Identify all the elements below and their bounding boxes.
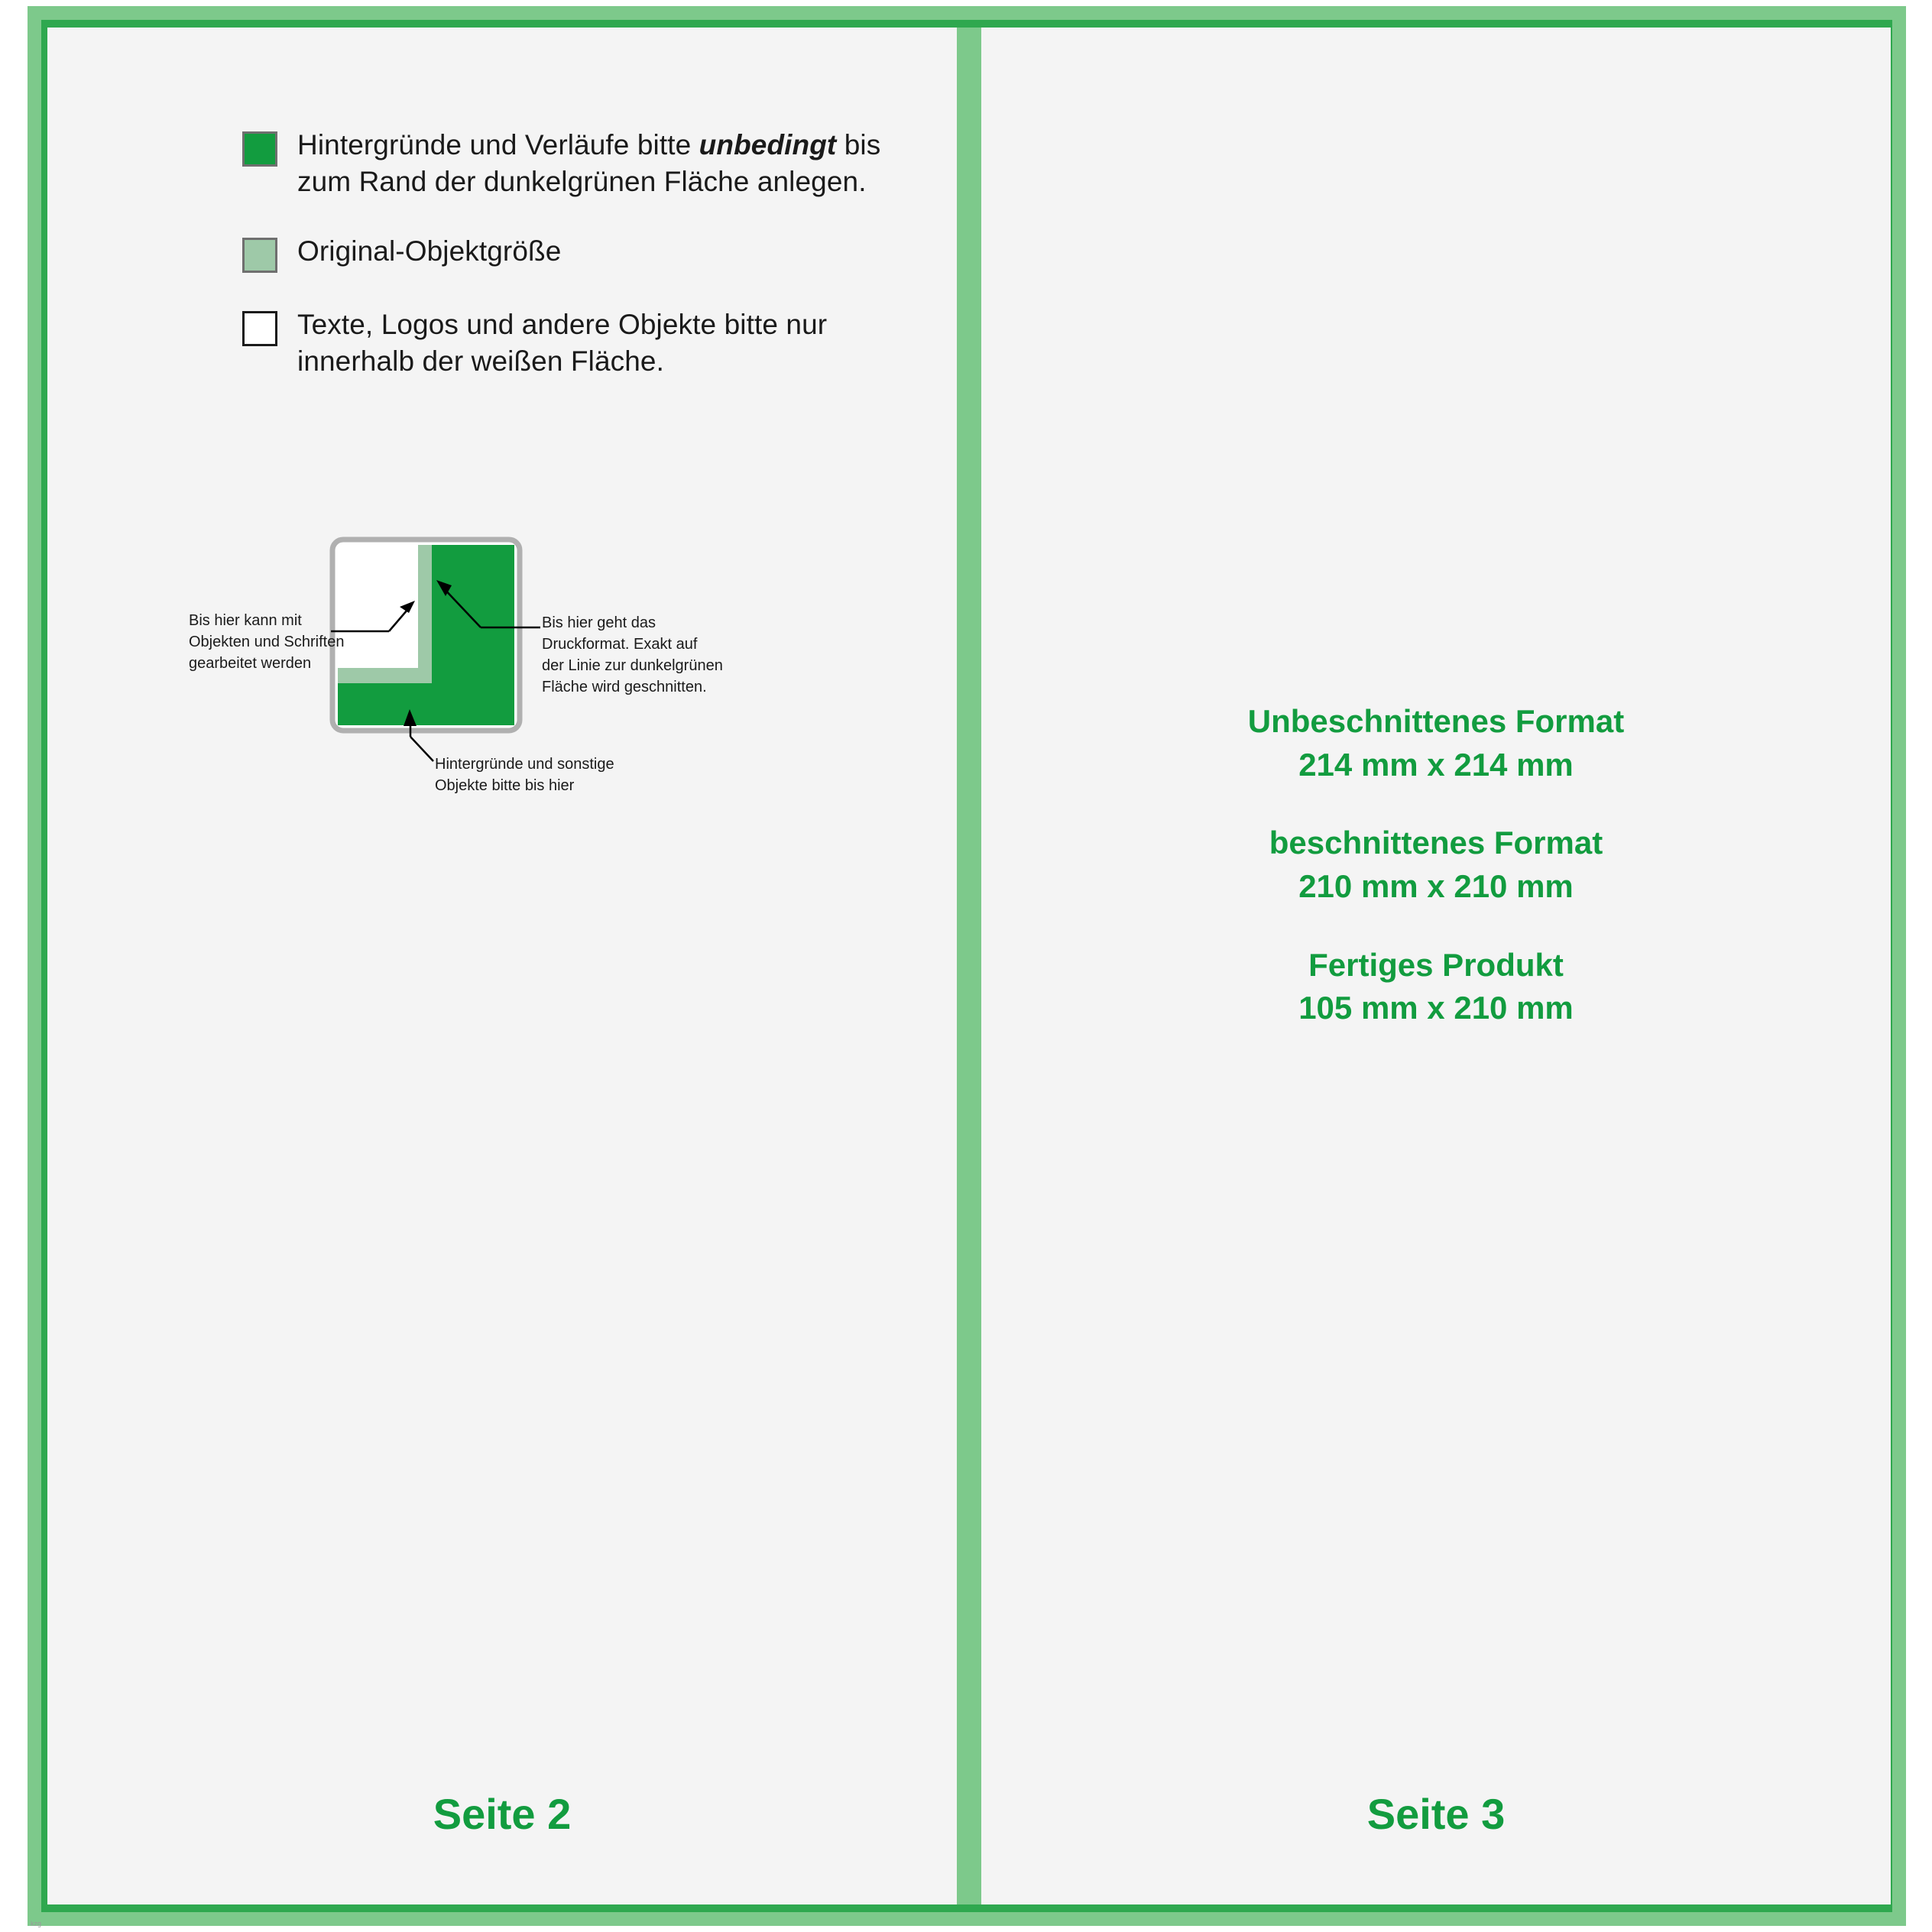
page-label-right: Seite 3: [1366, 1790, 1506, 1838]
legend-item-original-size-label: Original-Objektgröße: [297, 235, 562, 267]
legend-item-original-size: [242, 233, 884, 273]
format-untrimmed-value: 214 mm x 214 mm: [1298, 746, 1574, 783]
page-right: [981, 28, 1891, 1904]
legend-item-bleed: [242, 127, 884, 199]
legend-item-safe-area: [242, 306, 884, 379]
svg-text:Bis hier kann mit: Bis hier kann mit: [189, 612, 302, 629]
svg-text:Druckformat. Exakt auf: Druckformat. Exakt auf: [542, 636, 698, 653]
format-trimmed-value: 210 mm x 210 mm: [1298, 868, 1574, 905]
format-final-product: [981, 944, 1891, 1030]
svg-text:Hintergründe und sonstige: Hintergründe und sonstige: [435, 756, 614, 773]
format-final-product-value: 105 mm x 210 mm: [1298, 990, 1574, 1026]
page-left: [47, 28, 957, 1904]
svg-text:Fläche wird geschnitten.: Fläche wird geschnitten.: [542, 679, 707, 695]
svg-text:gearbeitet werden: gearbeitet werden: [189, 655, 312, 672]
bleed-diagram: [189, 532, 892, 838]
page-label-left: Seite 2: [433, 1790, 572, 1838]
format-untrimmed: [981, 700, 1891, 786]
light-green-swatch: [242, 238, 277, 273]
svg-text:der Linie zur dunkelgrünen: der Linie zur dunkelgrünen: [542, 657, 723, 674]
format-untrimmed-label: Unbeschnittenes Format: [1247, 703, 1625, 739]
white-swatch: [242, 311, 277, 346]
legend-item-bleed-label: [297, 127, 884, 199]
format-info-block: [981, 700, 1891, 1030]
legend-text-after: bis zum Rand der dunkelgrünen Fläche anlegen.: [297, 129, 881, 197]
format-trimmed: [981, 822, 1891, 908]
legend-item-safe-area-label: Texte, Logos und andere Objekte bitte nur innerhalb der weißen Fläche.: [297, 309, 828, 378]
svg-text:Bis hier geht das: Bis hier geht das: [542, 614, 656, 631]
format-final-product-label: Fertiges Produkt: [1308, 946, 1564, 983]
format-trimmed-label: beschnittenes Format: [1269, 825, 1603, 861]
legend-block: [242, 127, 884, 413]
svg-text:Objekte bitte bis hier: Objekte bitte bis hier: [435, 777, 575, 794]
legend-text-before: Hintergründe und Verläufe bitte: [297, 129, 699, 160]
dark-green-swatch: [242, 131, 277, 167]
legend-text-bold: unbedingt: [699, 129, 837, 160]
corner-mark: kzg: [31, 1920, 42, 1927]
svg-text:Objekten und Schriften: Objekten und Schriften: [189, 634, 345, 650]
